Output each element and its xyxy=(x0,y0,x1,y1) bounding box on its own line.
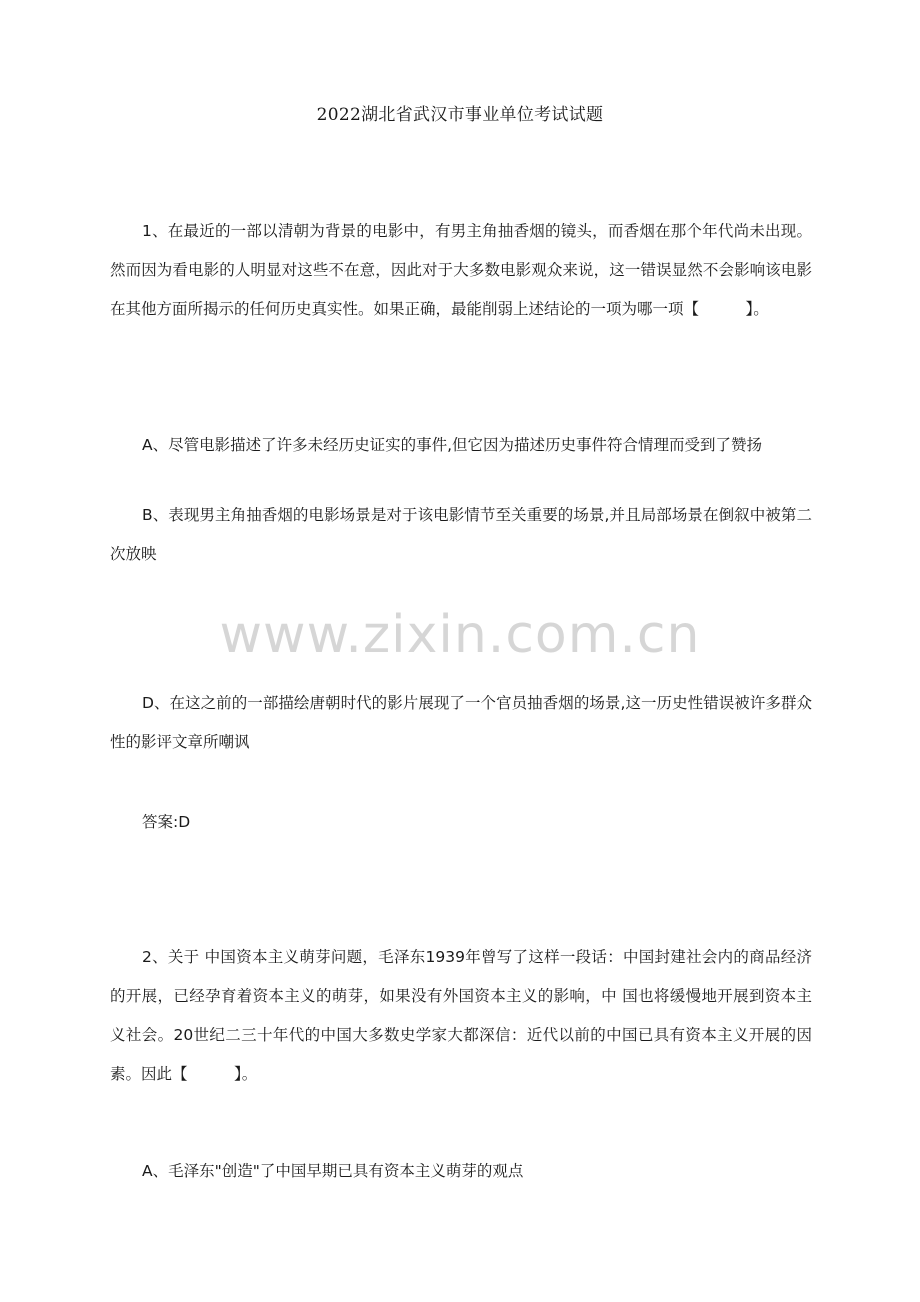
question-1-option-a: A、尽管电影描述了许多未经历史证实的事件,但它因为描述历史事件符合情理而受到了赞扬 xyxy=(142,436,763,454)
question-2-option-a: A、毛泽东"创造"了中国早期已具有资本主义萌芽的观点 xyxy=(142,1162,524,1180)
watermark-text: www.zixin.com.cn xyxy=(219,605,701,665)
document-title: 2022湖北省武汉市事业单位考试试题 xyxy=(316,105,604,125)
question-2-stem: 2、关于 中国资本主义萌芽问题，毛泽东1939年曾写了这样一段话：中国封建社会内的商品经济的开展，已经孕育着资本主义的萌芽，如果没有外国资本主义的影响，中 国也将缓慢地开展到资本主义社会。20世纪二三十年代的中国大多数史学家大都深信：近代以前的中国已具有资本主义开展的因素。因此【 】。 xyxy=(110,948,812,1083)
question-1-answer: 答案:D xyxy=(142,813,191,831)
question-1-option-d: D、在这之前的一部描绘唐朝时代的影片展现了一个官员抽香烟的场景,这一历史性错误被许多群众性的影评文章所嘲讽 xyxy=(110,694,812,751)
question-1-stem: 1、在最近的一部以清朝为背景的电影中，有男主角抽香烟的镜头，而香烟在那个年代尚未出现。然而因为看电影的人明显对这些不在意，因此对于大多数电影观众来说，这一错误显然不会影响该电影在其他方面所揭示的任何历史真实性。如果正确，最能削弱上述结论的一项为哪一项【 】。 xyxy=(110,222,812,318)
question-1-option-b: B、表现男主角抽香烟的电影场景是对于该电影情节至关重要的场景,并且局部场景在倒叙中被第二次放映 xyxy=(110,506,812,563)
